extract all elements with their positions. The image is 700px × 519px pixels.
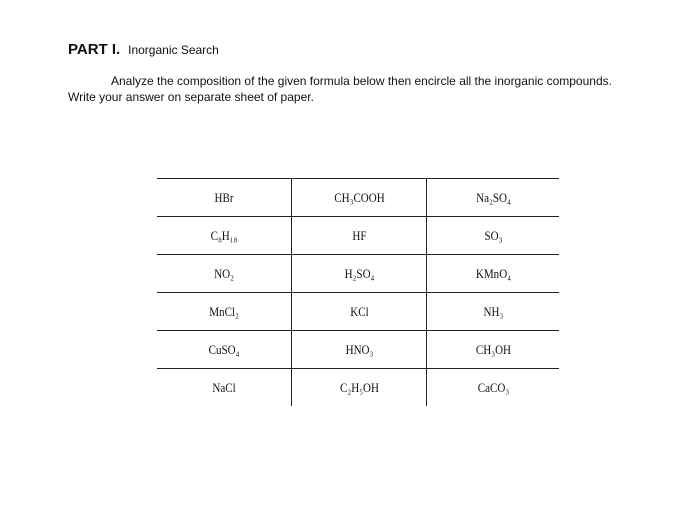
formula-cell: CH₃COOH bbox=[302, 179, 417, 217]
instructions-line-2: Write your answer on separate sheet of paper. bbox=[68, 90, 314, 104]
table-row bbox=[157, 179, 559, 217]
instructions bbox=[68, 73, 648, 105]
section-heading bbox=[68, 40, 219, 59]
formula-cell: CuSO₄ bbox=[167, 331, 281, 369]
table-row bbox=[157, 255, 559, 293]
table-row bbox=[157, 369, 559, 407]
table-row bbox=[157, 293, 559, 331]
formula-cell: C₈H₁₈ bbox=[167, 217, 281, 255]
part-label: PART I. bbox=[68, 41, 121, 58]
formula-cell: KMnO₄ bbox=[436, 255, 549, 293]
formula-cell: MnCl₂ bbox=[167, 293, 281, 331]
instructions-line-1: Analyze the composition of the given formula below then encircle all the inorganic compounds. bbox=[111, 74, 612, 88]
formula-cell: CaCO₃ bbox=[436, 369, 549, 407]
table-row bbox=[157, 217, 559, 255]
formula-cell: HF bbox=[302, 217, 417, 255]
formula-cell: NO₂ bbox=[167, 255, 281, 293]
formula-table bbox=[157, 178, 559, 406]
formula-cell: NH₃ bbox=[436, 293, 549, 331]
formula-cell: C₂H₅OH bbox=[302, 369, 417, 407]
formula-cell: KCl bbox=[302, 293, 417, 331]
formula-cell: CH₃OH bbox=[436, 331, 549, 369]
formula-cell: Na₂SO₄ bbox=[436, 179, 549, 217]
formula-cell: SO₃ bbox=[436, 217, 549, 255]
formula-cell: NaCl bbox=[167, 369, 281, 407]
formula-cell: HNO₃ bbox=[302, 331, 417, 369]
section-title: Inorganic Search bbox=[128, 43, 219, 57]
formula-cell: H₂SO₄ bbox=[302, 255, 417, 293]
table-row bbox=[157, 331, 559, 369]
formula-cell: HBr bbox=[167, 179, 281, 217]
